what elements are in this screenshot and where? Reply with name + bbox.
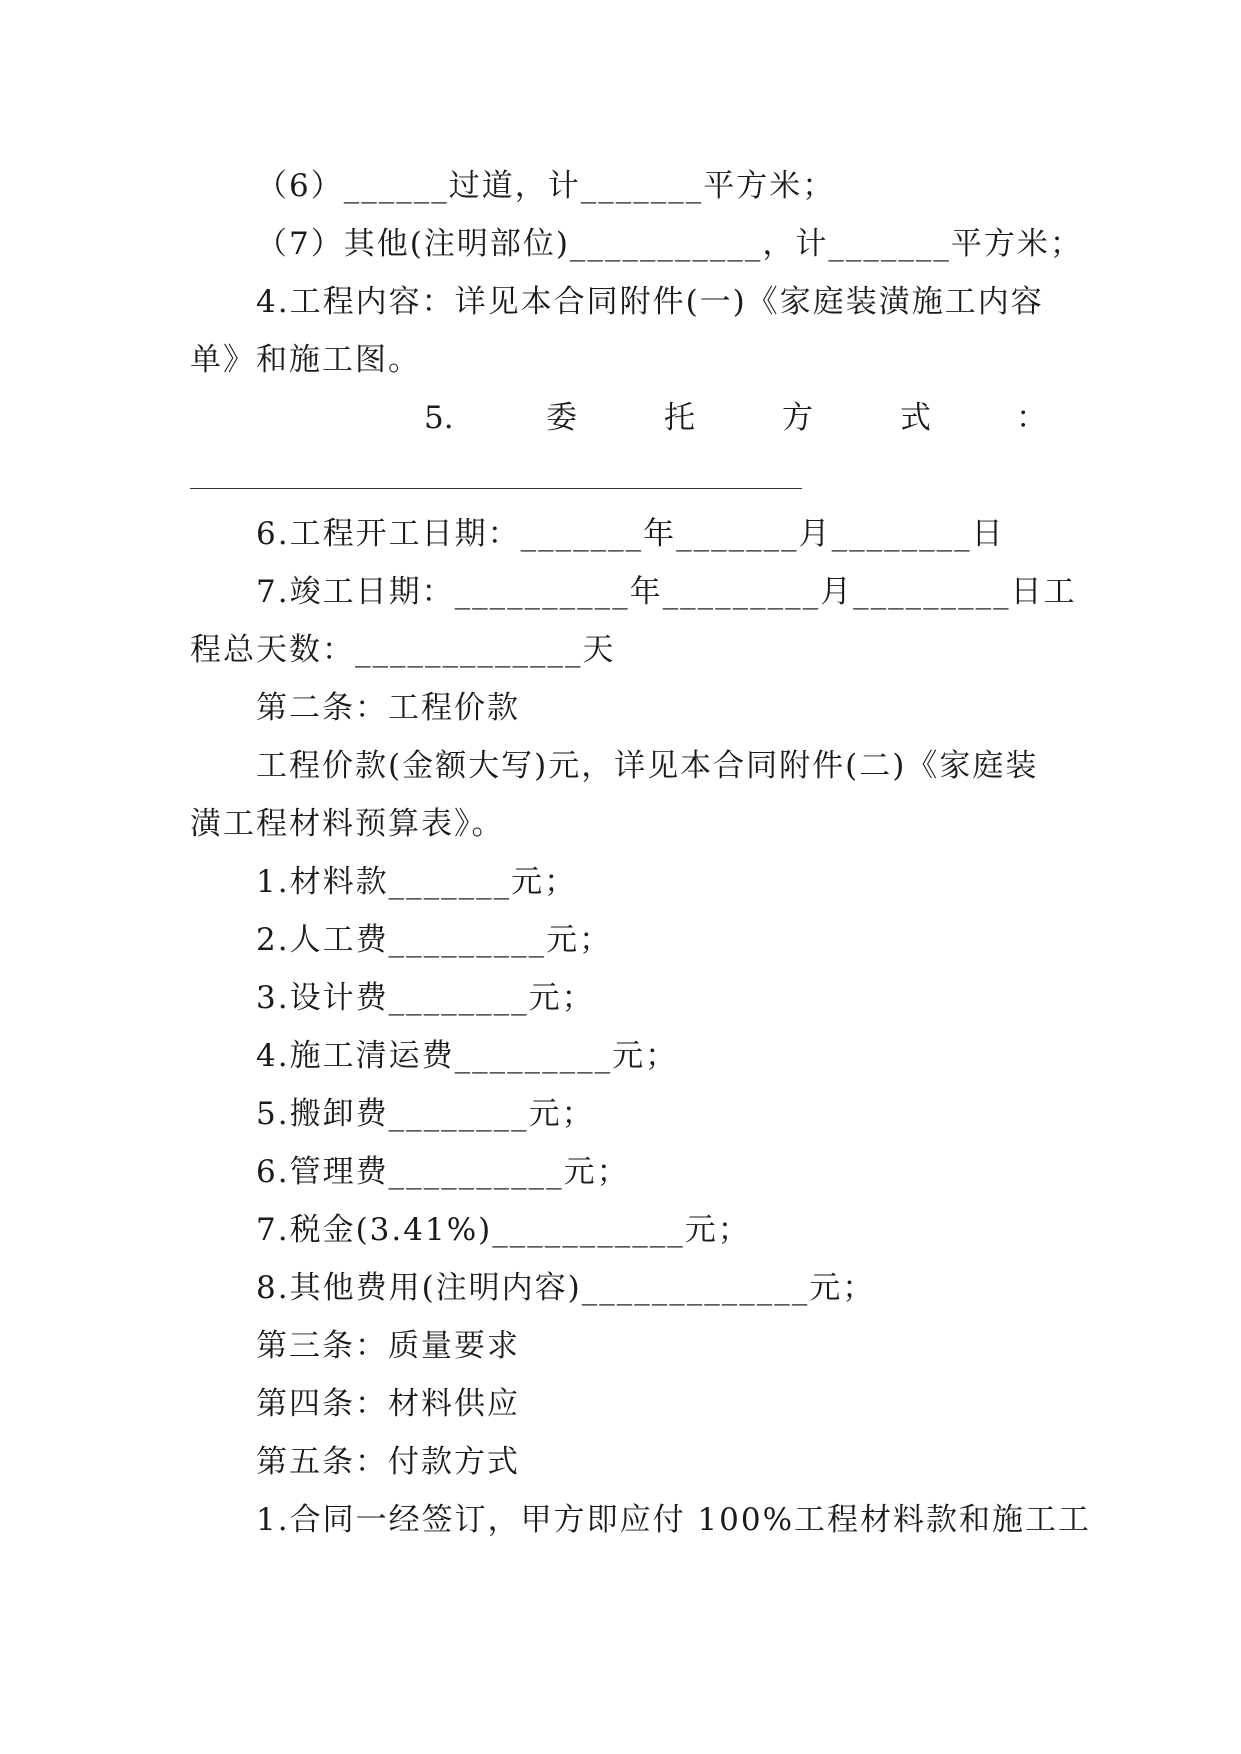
entrust-char-1: 委 (546, 400, 577, 436)
clause-total-days: 程总天数：_____________天 (190, 632, 616, 668)
fee-management: 6.管理费__________元； (256, 1154, 630, 1190)
fee-cleanup: 4.施工清运费_________元； (256, 1038, 679, 1074)
clause-payment-1: 1.合同一经签订，甲方即应付 100%工程材料款和施工工 (256, 1502, 1092, 1538)
clause-project-content: 4.工程内容：详见本合同附件(一)《家庭装潢施工内容 (256, 284, 1044, 320)
clause-start-date: 6.工程开工日期：_______年_______月________日 (256, 516, 1005, 552)
fee-design: 3.设计费________元； (256, 980, 595, 1016)
article-2-heading: 第二条：工程价款 (256, 690, 520, 726)
entrust-number: 5. (424, 400, 454, 436)
entrust-fill-line (190, 488, 802, 489)
article-5-heading: 第五条：付款方式 (256, 1444, 520, 1480)
fee-labor: 2.人工费_________元； (256, 922, 613, 958)
fee-moving: 5.搬卸费________元； (256, 1096, 595, 1132)
clause-project-price-cont: 潢工程材料预算表》。 (190, 806, 505, 842)
clause-completion-date: 7.竣工日期：__________年_________月_________日工 (256, 574, 1077, 610)
entrust-char-2: 托 (664, 400, 695, 436)
entrust-colon: ： (1016, 400, 1047, 436)
entrust-char-4: 式 (900, 400, 931, 436)
fee-materials: 1.材料款_______元； (256, 864, 578, 900)
clause-other-area: （7）其他(注明部位)___________，计_______平方米； (256, 226, 1083, 262)
clause-project-price: 工程价款(金额大写)元，详见本合同附件(二)《家庭装 (256, 748, 1039, 784)
article-3-heading: 第三条：质量要求 (256, 1328, 520, 1364)
fee-tax: 7.税金(3.41%)___________元； (256, 1212, 751, 1248)
fee-other: 8.其他费用(注明内容)_____________元； (256, 1270, 876, 1306)
article-4-heading: 第四条：材料供应 (256, 1386, 520, 1422)
entrust-char-3: 方 (782, 400, 813, 436)
clause-hallway-area: （6）______过道，计_______平方米； (256, 168, 836, 204)
clause-project-content-cont: 单》和施工图。 (190, 342, 421, 378)
